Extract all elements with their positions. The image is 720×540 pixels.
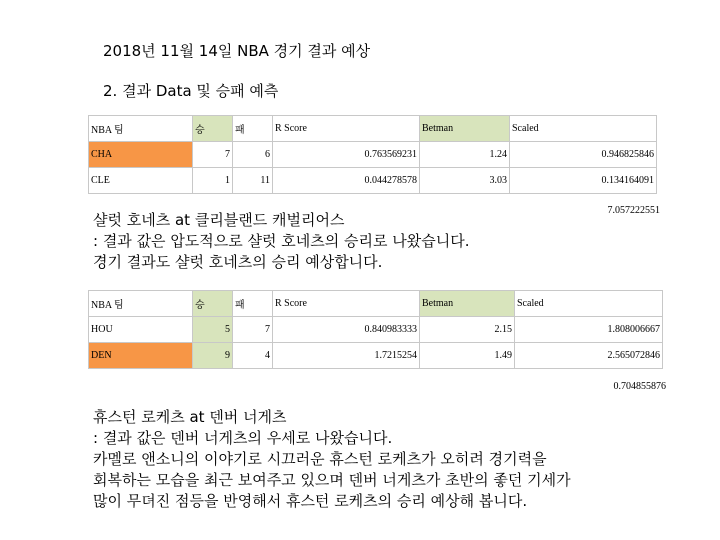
header-team: NBA 팀 — [89, 116, 193, 142]
header-losses: 패 — [233, 116, 273, 142]
losses-cell: 11 — [233, 168, 273, 194]
results-table-hou-den — [88, 290, 663, 369]
betman-cell: 1.49 — [420, 343, 515, 369]
rscore-cell: 1.7215254 — [273, 343, 420, 369]
header-wins: 승 — [193, 291, 233, 317]
team-cell: CHA — [89, 142, 193, 168]
betman-cell: 2.15 — [420, 317, 515, 343]
section2-line: 회복하는 모습을 최근 보여주고 있으며 덴버 너게츠가 초반의 좋던 기세가 — [93, 471, 571, 489]
table2-sum-value: 0.704855876 — [613, 381, 666, 392]
table-row — [89, 343, 663, 369]
section1-text — [93, 210, 469, 273]
document-title: 2018년 11월 14일 NBA 경기 결과 예상 — [103, 42, 371, 60]
wins-cell: 9 — [193, 343, 233, 369]
team-cell: HOU — [89, 317, 193, 343]
losses-cell: 4 — [233, 343, 273, 369]
wins-cell: 5 — [193, 317, 233, 343]
section1-line: : 결과 값은 압도적으로 샬럿 호네츠의 승리로 나왔습니다. — [93, 232, 470, 250]
table1-sum-value: 7.057222551 — [607, 205, 660, 216]
scaled-cell: 1.808006667 — [515, 317, 663, 343]
wins-cell: 1 — [193, 168, 233, 194]
team-cell: DEN — [89, 343, 193, 369]
header-betman: Betman — [420, 291, 515, 317]
header-scaled: Scaled — [510, 116, 657, 142]
section1-line: 경기 결과도 샬럿 호네츠의 승리 예상합니다. — [93, 253, 383, 271]
rscore-cell: 0.840983333 — [273, 317, 420, 343]
rscore-cell: 0.763569231 — [273, 142, 420, 168]
betman-cell: 3.03 — [420, 168, 510, 194]
table-row — [89, 317, 663, 343]
section2-text — [93, 407, 571, 512]
section2-line: 카멜로 앤소니의 이야기로 시끄러운 휴스턴 로케츠가 오히려 경기력을 — [93, 450, 547, 468]
section2-line: : 결과 값은 덴버 너게츠의 우세로 나왔습니다. — [93, 429, 393, 447]
losses-cell: 6 — [233, 142, 273, 168]
rscore-cell: 0.044278578 — [273, 168, 420, 194]
results-table-cha-cle — [88, 115, 657, 194]
scaled-cell: 2.565072846 — [515, 343, 663, 369]
table-header-row — [89, 116, 657, 142]
header-betman: Betman — [420, 116, 510, 142]
losses-cell: 7 — [233, 317, 273, 343]
header-rscore: R Score — [273, 116, 420, 142]
header-rscore: R Score — [273, 291, 420, 317]
header-team: NBA 팀 — [89, 291, 193, 317]
section2-heading: 휴스턴 로케츠 at 덴버 너게츠 — [93, 408, 287, 426]
header-scaled: Scaled — [515, 291, 663, 317]
header-wins: 승 — [193, 116, 233, 142]
scaled-cell: 0.134164091 — [510, 168, 657, 194]
team-cell: CLE — [89, 168, 193, 194]
scaled-cell: 0.946825846 — [510, 142, 657, 168]
table-row — [89, 168, 657, 194]
table-row — [89, 142, 657, 168]
section-subtitle: 2. 결과 Data 및 승패 예측 — [103, 82, 279, 100]
header-losses: 패 — [233, 291, 273, 317]
wins-cell: 7 — [193, 142, 233, 168]
section2-line: 많이 무뎌진 점등을 반영해서 휴스턴 로케츠의 승리 예상해 봅니다. — [93, 492, 528, 510]
section1-heading: 샬럿 호네츠 at 클리블랜드 캐벌리어스 — [93, 211, 345, 229]
table-header-row — [89, 291, 663, 317]
betman-cell: 1.24 — [420, 142, 510, 168]
